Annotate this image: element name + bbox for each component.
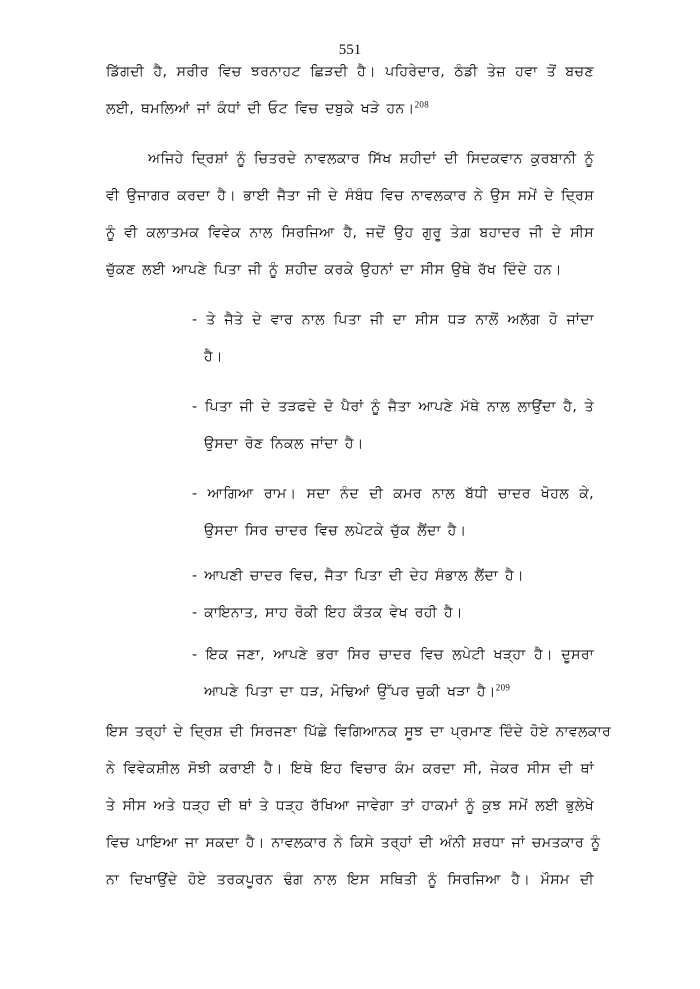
text-line: ਨਾ ਦਿਖਾਉਂਦੇ ਹੋਏ ਤਰਕਪੂਰਨ ਢੰਗ ਨਾਲ ਇਸ ਸਥਿਤੀ ਨੂੰ ਸਿਰਜਿਆ ਹੈ। ਮੌਸਮ ਦੀ — [106, 872, 594, 888]
text-line: ਚੁੱਕਣ ਲਈ ਆਪਣੇ ਪਿਤਾ ਜੀ ਨੂੰ ਸ਼ਹੀਦ ਕਰਕੇ ਉਹਨਾਂ ਦਾ ਸੀਸ ਉਥੇ ਰੱਖ ਦਿੰਦੇ ਹਨ। — [106, 262, 562, 278]
footnote-marker: 208 — [414, 99, 429, 110]
text-line: ਲਈ, ਥਮਲਿਆਂ ਜਾਂ ਕੰਧਾਂ ਦੀ ਓਟ ਵਿਚ ਦਬੁਕੇ ਖੜੇ ਹਨ।$^{208}$ — [106, 99, 429, 117]
quote-line: - ਇਕ ਜਣਾ, ਆਪਣੇ ਭਰਾ ਸਿਰ ਚਾਦਰ ਵਿਚ ਲਪੇਟੀ ਖੜ੍ਹਾ ਹੈ। ਦੂਸਰਾ — [192, 647, 594, 663]
page-number: 551 — [338, 42, 362, 58]
quote-line: ਉਸਦਾ ਸਿਰ ਚਾਦਰ ਵਿਚ ਲਪੇਟਕੇ ਚੁੱਕ ਲੈਂਦਾ ਹੈ। — [204, 523, 467, 539]
text-line: ਇਸ ਤਰ੍ਹਾਂ ਦੇ ਦ੍ਰਿਸ਼ ਦੀ ਸਿਰਜਣਾ ਪਿੱਛੇ ਵਿਗਿਆਨਕ ਸੂਝ ਦਾ ਪ੍ਰਮਾਣ ਦਿੰਦੇ ਹੋਏ ਨਾਵਲਕਾਰ — [106, 724, 612, 740]
text-line: ਨੂੰ ਵੀ ਕਲਾਤਮਕ ਵਿਵੇਕ ਨਾਲ ਸਿਰਜਿਆ ਹੈ, ਜਦੋਂ ਉਹ ਗੁਰੂ ਤੇਗ਼ ਬਹਾਦਰ ਜੀ ਦੇ ਸੀਸ — [106, 225, 594, 241]
text-line: ਡਿੱਗਦੀ ਹੈ, ਸਰੀਰ ਵਿਚ ਝਰਨਾਹਟ ਛਿੜਦੀ ਹੈ। ਪਹਿਰੇਦਾਰ, ਠੰਡੀ ਤੇਜ਼ ਹਵਾ ਤੋਂ ਬਚਣ — [106, 64, 594, 80]
quote-line: ਆਪਣੇ ਪਿਤਾ ਦਾ ਧੜ, ਮੋਢਿਆਂ ਉੱਪਰ ਚੁਕੀ ਖੜਾ ਹੈ।$^{209}$ — [204, 682, 511, 700]
quote-line: - ਪਿਤਾ ਜੀ ਦੇ ਤੜਫਦੇ ਦੋ ਪੈਰਾਂ ਨੂੰ ਜੈਤਾ ਆਪਣੇ ਮੱਥੇ ਨਾਲ ਲਾਉਂਦਾ ਹੈ, ਤੇ — [192, 399, 594, 415]
text-line: ਵੀ ਉਜਾਗਰ ਕਰਦਾ ਹੈ। ਭਾਈ ਜੈਤਾ ਜੀ ਦੇ ਸੰਬੰਧ ਵਿਚ ਨਾਵਲਕਾਰ ਨੇ ਉਸ ਸਮੇਂ ਦੇ ਦ੍ਰਿਸ਼ — [106, 188, 594, 204]
text-line: ਨੇ ਵਿਵੇਕਸ਼ੀਲ ਸੋਝੀ ਕਰਾਈ ਹੈ। ਇਥੇ ਇਹ ਵਿਚਾਰ ਕੰਮ ਕਰਦਾ ਸੀ, ਜੇਕਰ ਸੀਸ ਦੀ ਥਾਂ — [106, 761, 594, 777]
quote-line: - ਆਗਿਆ ਰਾਮ। ਸਦਾ ਨੰਦ ਦੀ ਕਮਰ ਨਾਲ ਬੱਧੀ ਚਾਦਰ ਖੋਹਲ ਕੇ, — [192, 486, 594, 502]
quote-line: - ਕਾਇਨਾਤ, ਸਾਹ ਰੋਕੀ ਇਹ ਕੌਤਕ ਵੇਖ ਰਹੀ ਹੈ। — [192, 605, 463, 621]
text-line-indented: ਅਜਿਹੇ ਦ੍ਰਿਸ਼ਾਂ ਨੂੰ ਚਿਤਰਦੇ ਨਾਵਲਕਾਰ ਸਿੱਖ ਸ਼ਹੀਦਾਂ ਦੀ ਸਿਦਕਵਾਨ ਕੁਰਬਾਨੀ ਨੂੰ — [148, 151, 594, 167]
text-line: ਵਿਚ ਪਾਇਆ ਜਾ ਸਕਦਾ ਹੈ। ਨਾਵਲਕਾਰ ਨੇ ਕਿਸੇ ਤਰ੍ਹਾਂ ਦੀ ਅੰਨੀ ਸ਼ਰਧਾ ਜਾਂ ਚਮਤਕਾਰ ਨੂੰ — [106, 835, 601, 851]
footnote-marker: 209 — [495, 682, 511, 693]
quote-line: - ਤੇ ਜੈਤੇ ਦੇ ਵਾਰ ਨਾਲ ਪਿਤਾ ਜੀ ਦਾ ਸੀਸ ਧੜ ਨਾਲੋਂ ਅਲੱਗ ਹੋ ਜਾਂਦਾ — [192, 312, 594, 328]
text-line: ਤੇ ਸੀਸ ਅਤੇ ਧੜ੍ਹ ਦੀ ਥਾਂ ਤੇ ਧੜ੍ਹ ਰੱਖਿਆ ਜਾਵੇਗਾ ਤਾਂ ਹਾਕਮਾਂ ਨੂੰ ਕੁਝ ਸਮੇਂ ਲਈ ਭੁਲੇਖੇ — [106, 798, 594, 814]
quote-line: ਉਸਦਾ ਰੋਣ ਨਿਕਲ ਜਾਂਦਾ ਹੈ। — [204, 436, 364, 452]
quote-line: ਹੈ। — [204, 349, 223, 365]
quote-line: - ਆਪਣੀ ਚਾਦਰ ਵਿਚ, ਜੈਤਾ ਪਿਤਾ ਦੀ ਦੇਹ ਸੰਭਾਲ ਲੈਂਦਾ ਹੈ। — [192, 568, 524, 584]
